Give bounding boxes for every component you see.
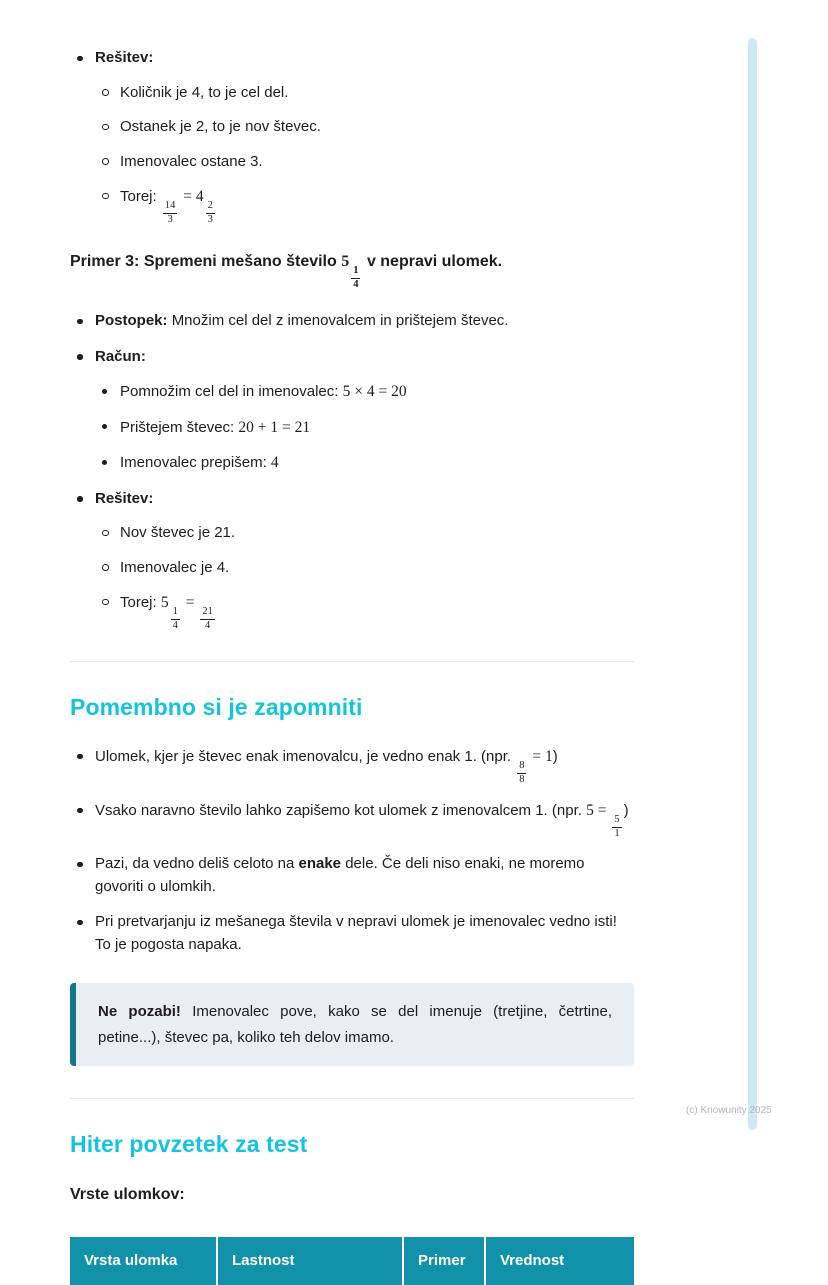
list-item: Pri pretvarjanju iz mešanega števila v nepravi ulomek je imenovalec vedno isti! To je pogosta napaka. (70, 911, 634, 956)
section-title-povzetek: Hiter povzetek za test (70, 1131, 308, 1158)
table-subtitle: Vrste ulomkov: (70, 1185, 185, 1203)
fraction-numerator: 8 (517, 760, 526, 774)
list-item: Količnik je 4, to je cel del. (95, 82, 634, 105)
step-text: Pomnožim cel del in imenovalec: (120, 383, 339, 401)
watermark: (c) Knowunity 2025 (686, 1105, 772, 1116)
close-paren: ) (623, 802, 629, 820)
list-item-torej (95, 185, 634, 226)
callout-text: Imenovalec pove, kako se del imenuje (tretjine, četrtine, petine...), števec pa, koliko teh delov imamo. (98, 1003, 612, 1046)
racun-sublist (95, 380, 634, 475)
list-item: Nov števec je 21. (95, 522, 634, 545)
list-item-postopek (70, 310, 634, 333)
fraction (200, 606, 215, 632)
list-item (95, 380, 634, 404)
fraction (351, 265, 360, 291)
step-text: Prištejem števec: (120, 418, 235, 436)
list-item (95, 416, 634, 440)
table-header-cell: Vrednost (486, 1237, 634, 1285)
fraction-equation (160, 594, 217, 631)
divider (70, 661, 634, 662)
torej-prefix: Torej: (120, 594, 157, 612)
callout-bold: Ne pozabi! (98, 1003, 181, 1021)
fraction-equation (161, 188, 217, 225)
list-item (70, 853, 634, 898)
fraction (206, 200, 215, 226)
procedure-list (70, 310, 634, 632)
list-item: Imenovalec ostane 3. (95, 151, 634, 174)
list-item: Imenovalec je 4. (95, 557, 634, 580)
whole-number: 4 (195, 188, 204, 205)
fraction-numerator: 1 (351, 265, 360, 279)
fraction-numerator: 2 (206, 200, 215, 214)
list-item (95, 451, 634, 475)
resitev-label: Rešitev: (95, 489, 154, 507)
summary-table-header (70, 1237, 634, 1285)
fraction-equation (515, 748, 553, 785)
mixed-number (341, 253, 362, 290)
list-item-torej (95, 591, 634, 632)
resitev-sublist (95, 82, 634, 227)
math-pre: 5 = (586, 802, 607, 820)
list-item-resitev (70, 47, 634, 226)
fraction (517, 760, 526, 786)
fraction-numerator: 1 (171, 606, 180, 620)
table-header-cell: Lastnost (218, 1237, 402, 1285)
list-item (70, 745, 634, 786)
pomembno-list (70, 745, 634, 956)
list-item-resitev (70, 488, 634, 633)
section-title-pomembno: Pomembno si je zapomniti (70, 693, 363, 720)
torej-prefix: Torej: (120, 188, 157, 205)
postopek-text: Množim cel del z imenovalcem in prištejem števec. (171, 312, 509, 330)
fraction-equation (586, 802, 624, 839)
primer3-heading (70, 250, 634, 291)
equals-sign: = (185, 594, 195, 612)
fraction-denominator: 4 (172, 619, 178, 631)
whole-number: 5 (160, 594, 169, 612)
note-text: Ulomek, kjer je števec enak imenovalcu, je vedno enak 1. (npr. (95, 748, 512, 766)
whole-number: 5 (341, 253, 350, 271)
resitev-label: Rešitev: (95, 49, 154, 66)
list-item-racun (70, 346, 634, 475)
fraction-numerator: 5 (612, 814, 621, 828)
step-math: 5 × 4 = 20 (342, 383, 407, 401)
fraction-denominator: 1 (614, 827, 620, 839)
note-text: Pazi, da vedno deliš celoto na (95, 855, 295, 873)
solution-list-1 (70, 47, 634, 226)
fraction (171, 606, 180, 632)
close-paren: ) (552, 748, 558, 766)
fraction-numerator: 21 (200, 606, 215, 620)
step-math: 4 (270, 454, 279, 472)
fraction-denominator: 3 (207, 213, 213, 225)
fraction (163, 200, 178, 226)
fraction (612, 814, 621, 840)
postopek-label: Postopek: (95, 312, 168, 330)
primer3-suffix: v nepravi ulomek. (366, 253, 503, 271)
note-text: Vsako naravno število lahko zapišemo kot ulomek z imenovalcem 1. (npr. (95, 802, 582, 820)
fraction-denominator: 8 (519, 773, 525, 785)
resitev-sublist (95, 522, 634, 632)
list-item (70, 799, 634, 840)
divider (70, 1098, 634, 1099)
scrollbar[interactable] (748, 38, 757, 1130)
list-item: Ostanek je 2, to je nov števec. (95, 116, 634, 139)
racun-label: Račun: (95, 347, 146, 365)
fraction-denominator: 3 (167, 213, 173, 225)
step-math: 20 + 1 = 21 (238, 418, 311, 436)
fraction-denominator: 4 (353, 278, 359, 290)
step-text: Imenovalec prepišem: (120, 454, 267, 472)
fraction-numerator: 14 (163, 200, 178, 214)
math-suffix: = 1 (532, 748, 553, 766)
table-header-cell: Primer (404, 1237, 484, 1285)
emphasis-text: enake (298, 855, 342, 873)
primer3-prefix: Primer 3: Spremeni mešano število (70, 253, 337, 271)
table-header-cell: Vrsta ulomka (70, 1237, 216, 1285)
callout-box (70, 983, 634, 1066)
fraction-denominator: 4 (204, 619, 211, 631)
equals-sign: = (183, 188, 192, 205)
document-content (70, 34, 634, 1285)
note-text: dele. Če deli niso enaki, ne moremo govoriti o ulomkih. (95, 855, 585, 895)
